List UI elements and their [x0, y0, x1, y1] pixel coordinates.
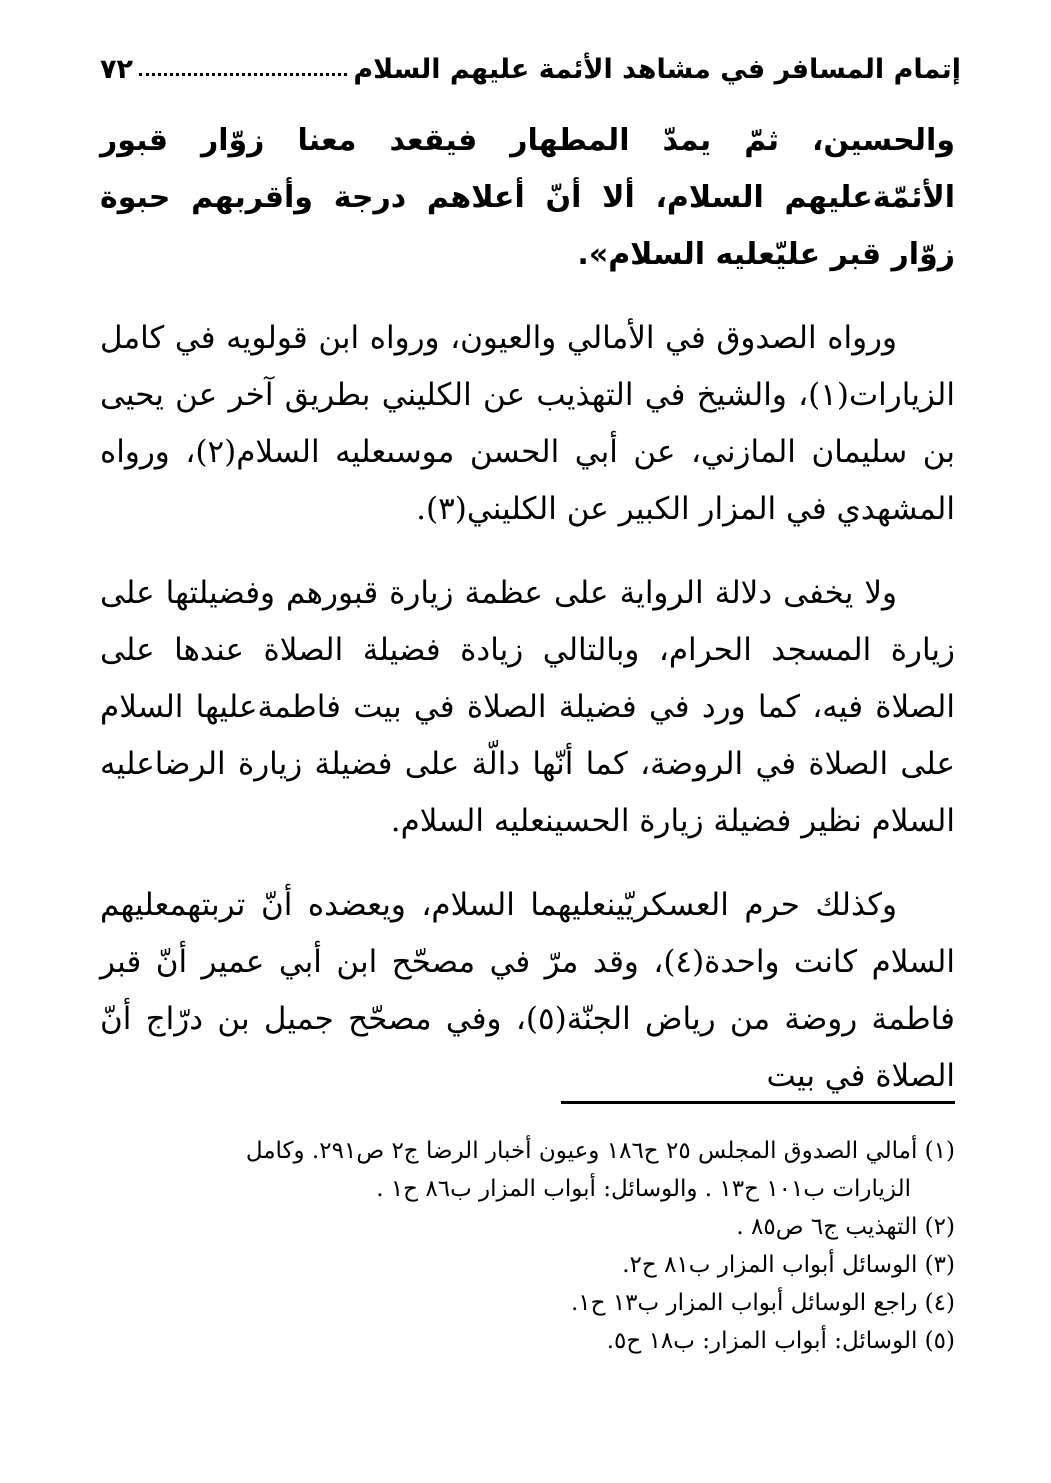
footnote-separator	[561, 1101, 955, 1104]
paragraph-askariyyain: وكذلك حرم العسكريّينعليهما السلام، ويعضده أنّ تربتهمعليهم السلام كانت واحدة(٤)، وقد مرّ في مصحّح ابن أبي عمير أنّ قبر فاطمة روضة من رياض الجنّة(٥)، وفي مصحّح جميل بن درّاج أنّ الصلاة في بيت	[100, 887, 955, 1094]
footnote-3: (٣) الوسائل أبواب المزار ب٨١ ح٢.	[622, 1252, 955, 1278]
footnote-1-continued	[100, 1170, 955, 1208]
footnote-4: (٤) راجع الوسائل أبواب المزار ب١٣ ح١.	[570, 1290, 955, 1316]
footnote-5: (٥) الوسائل: أبواب المزار: ب١٨ ح٥.	[606, 1328, 955, 1354]
footnote-2: (٢) التهذيب ج٦ ص٨٥ .	[736, 1214, 955, 1240]
footnote-1-continuation: الزيارات ب١٠١ ح١٣ . والوسائل: أبواب المزار ب٨٦ ح١ .	[376, 1176, 911, 1202]
running-title: إتمام المسافر في مشاهد الأئمة عليهم السلام	[353, 53, 961, 85]
paragraph-discussion: ولا يخفى دلالة الرواية على عظمة زيارة قبورهم وفضيلتها على زيارة المسجد الحرام، وبالتالي زيادة فضيلة الصلاة عندها على الصلاة فيه، كما ورد في فضيلة الصلاة في بيت فاطمةعليها السلام على الصلاة في الروضة، كما أنّها دالّة على فضيلة زيارة الرضاعليه السلام نظير فضيلة زيارة الحسينعليه السلام.	[100, 575, 955, 839]
page-number: ٧٢	[100, 53, 133, 85]
footnote-1: (١) أمالي الصدوق المجلس ٢٥ ح١٨٦ وعيون أخبار الرضا ج٢ ص٢٩١. وكامل	[245, 1138, 955, 1164]
dot-leader	[139, 73, 347, 76]
running-header	[100, 48, 961, 90]
main-text	[100, 112, 955, 1132]
paragraph-sources: ورواه الصدوق في الأمالي والعيون، ورواه ابن قولويه في كامل الزيارات(١)، والشيخ في التهذيب عن الكليني بطريق آخر عن يحيى بن سليمان المازني، عن أبي الحسن موسىعليه السلام(٢)، ورواه المشهدي في المزار الكبير عن الكليني(٣).	[100, 320, 956, 527]
paragraph-quote-end: والحسين، ثمّ يمدّ المطهار فيقعد معنا زوّار قبور الأئمّةعليهم السلام، ألا أنّ أعلاهم درجة وأقربهم حبوة زوّار قبر عليّعليه السلام».	[100, 123, 955, 272]
footnotes	[100, 1132, 955, 1360]
